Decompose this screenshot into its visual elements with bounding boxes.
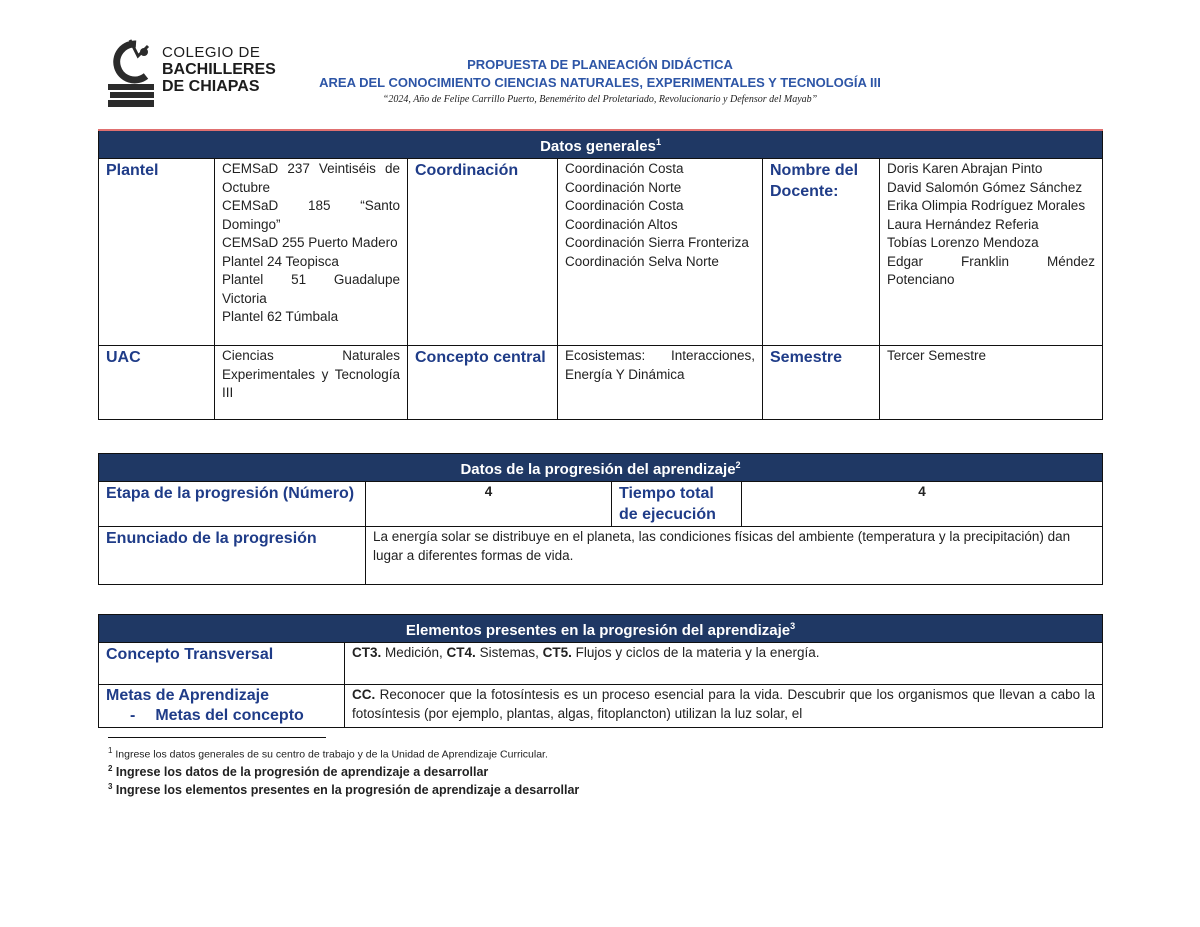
- tiempo-label: Tiempo total de ejecución: [612, 482, 742, 527]
- coordinacion-label: Coordinación: [408, 159, 558, 346]
- docente-item: Laura Hernández Referia: [887, 216, 1039, 232]
- document-header: [300, 56, 900, 107]
- document-subtitle: AREA DEL CONOCIMIENTO CIENCIAS NATURALES, EXPERIMENTALES Y TECNOLOGÍA III: [319, 75, 881, 90]
- metas-value: CC. Reconocer que la fotosíntesis es un proceso esencial para la vida. Descubrir que los organismos que llevan a cabo la fotosíntesis (por ejemplo, plantas, algas, fitoplancton) utilizan la luz solar, el: [345, 685, 1103, 728]
- docente-item: Tobías Lorenzo Mendoza: [887, 235, 1039, 250]
- uac-value: Ciencias Naturales Experimentales y Tecnología III: [215, 346, 408, 420]
- plantel-list: [215, 159, 408, 346]
- plantel-item: Plantel 24 Teopisca: [222, 253, 339, 269]
- footnote-1: $^1$ Ingrese los datos generales de su centro de trabajo y de la Unidad de Aprendizaje Curricular.: [108, 746, 548, 761]
- metas-label-cell: [99, 685, 345, 728]
- footnote-2: $^2$ Ingrese los datos de la progresión de aprendizaje a desarrollar: [108, 764, 489, 780]
- concepto-transversal-label: Concepto Transversal: [99, 643, 345, 685]
- coordinacion-item: Coordinación Altos: [565, 216, 678, 232]
- coordinacion-item: Coordinación Costa: [565, 198, 684, 213]
- coordinacion-item: Coordinación Norte: [565, 179, 682, 195]
- coordinacion-list: [558, 159, 763, 346]
- logo-line2: BACHILLERES: [162, 61, 276, 78]
- datos-generales-table: [98, 129, 1103, 420]
- footnote-separator: [108, 737, 326, 738]
- metas-aprendizaje-label: Metas de Aprendizaje: [106, 687, 270, 704]
- etapa-value: 4: [366, 482, 612, 527]
- docente-item: David Salomón Gómez Sánchez: [887, 179, 1083, 195]
- docente-item: Doris Karen Abrajan Pinto: [887, 161, 1043, 176]
- concepto-transversal-value: CT3. Medición, CT4. Sistemas, CT5. Flujos y ciclos de la materia y la energía.: [345, 643, 1103, 685]
- semestre-label: Semestre: [763, 346, 880, 420]
- plantel-item: CEMSaD 185 “Santo Domingo”: [222, 198, 400, 232]
- elementos-heading: Elementos presentes en la progresión del aprendizaje$^3$: [99, 615, 1103, 643]
- enunciado-value: La energía solar se distribuye en el planeta, las condiciones físicas del ambiente (temperatura y la precipitación) dan lugar a diferentes formas de vida.: [366, 527, 1103, 585]
- metas-concepto-label: - Metas del concepto: [130, 707, 304, 724]
- document-title: PROPUESTA DE PLANEACIÓN DIDÁCTICA: [467, 57, 733, 72]
- tiempo-value: 4: [742, 482, 1103, 527]
- datos-generales-heading: Datos generales$^1$: [99, 130, 1103, 159]
- etapa-label: Etapa de la progresión (Número): [99, 482, 366, 527]
- logo-line1: COLEGIO DE: [162, 44, 261, 61]
- concepto-central-value: Ecosistemas: Interacciones, Energía Y Dinámica: [558, 346, 763, 420]
- document-motto: “2024, Año de Felipe Carrillo Puerto, Benemérito del Proletariado, Revolucionario y Defensor del Mayab”: [382, 94, 818, 105]
- footnote-3: $^3$ Ingrese los elementos presentes en la progresión de aprendizaje a desarrollar: [108, 782, 580, 798]
- plantel-item: CEMSaD 255 Puerto Madero: [222, 235, 398, 250]
- coordinacion-item: Coordinación Costa: [565, 161, 684, 176]
- plantel-item: CEMSaD 237 Veintiséis de Octubre: [222, 161, 400, 195]
- plantel-item: Plantel 51 Guadalupe Victoria: [222, 272, 400, 306]
- uac-label: UAC: [99, 346, 215, 420]
- logo-text: [162, 44, 276, 95]
- concepto-central-label: Concepto central: [408, 346, 558, 420]
- plantel-label: Plantel: [99, 159, 215, 346]
- docente-list: [880, 159, 1103, 346]
- semestre-value: Tercer Semestre: [880, 346, 1103, 420]
- logo-line3: DE CHIAPAS: [162, 78, 260, 95]
- docente-label: Nombre del Docente:: [763, 159, 880, 346]
- progresion-table: [98, 453, 1103, 585]
- coordinacion-item: Coordinación Sierra Fronteriza: [565, 235, 749, 250]
- coordinacion-item: Coordinación Selva Norte: [565, 253, 719, 269]
- enunciado-label: Enunciado de la progresión: [99, 527, 366, 585]
- docente-item: Edgar Franklin Méndez Potenciano: [887, 253, 1096, 287]
- progresion-heading: Datos de la progresión del aprendizaje$^2$: [99, 454, 1103, 482]
- docente-item: Erika Olimpia Rodríguez Morales: [887, 198, 1086, 213]
- plantel-item: Plantel 62 Túmbala: [222, 309, 339, 324]
- elementos-table: [98, 614, 1103, 728]
